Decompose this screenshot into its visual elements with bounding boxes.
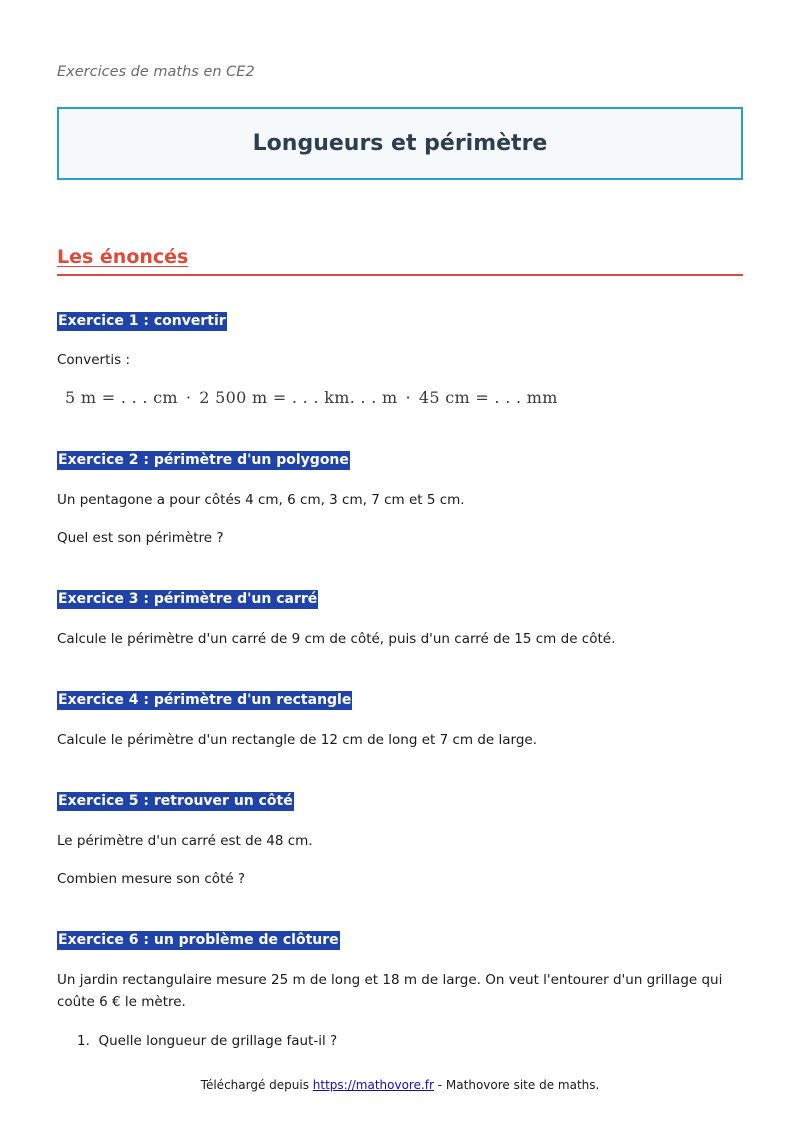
page-footer: [0, 1078, 800, 1092]
exercise-1-text: Convertis :: [57, 352, 131, 368]
conversion-3: 45 cm = . . . mm: [418, 388, 558, 407]
exercise-3-title: Exercice 3 : périmètre d'un carré: [58, 591, 318, 607]
footer-link[interactable]: https://mathovore.fr: [312, 1078, 434, 1092]
footer-prefix: Téléchargé depuis: [200, 1078, 313, 1092]
exercise-1-title: Exercice 1 : convertir: [58, 313, 226, 329]
exercise-6-list-item: [77, 1030, 337, 1052]
exercise-2-question: Quel est son périmètre ?: [57, 530, 224, 546]
conversion-2: 2 500 m = . . . km. . . m: [199, 388, 398, 407]
exercise-4-title: Exercice 4 : périmètre d'un rectangle: [58, 692, 352, 708]
exercise-2-text: Un pentagone a pour côtés 4 cm, 6 cm, 3 cm, 7 cm et 5 cm.: [57, 492, 465, 508]
list-text: Quelle longueur de grillage faut-il ?: [98, 1033, 338, 1049]
document-title: Longueurs et périmètre: [252, 131, 548, 156]
exercise-3-text: Calcule le périmètre d'un carré de 9 cm de côté, puis d'un carré de 15 cm de côté.: [57, 631, 616, 647]
list-number: 1.: [77, 1033, 90, 1049]
exercise-6-text: Un jardin rectangulaire mesure 25 m de long et 18 m de large. On veut l'entourer d'un grillage qui coûte 6 € le mètre.: [57, 972, 723, 1010]
conversion-1: 5 m = . . . cm: [65, 388, 178, 407]
exercise-5-question: Combien mesure son côté ?: [57, 871, 246, 887]
exercise-5-text: Le périmètre d'un carré est de 48 cm.: [57, 833, 313, 849]
footer-suffix: - Mathovore site de maths.: [433, 1078, 600, 1092]
separator-dot: ·: [185, 388, 192, 407]
document-subtitle: Exercices de maths en CE2: [57, 64, 255, 80]
exercise-6-title: Exercice 6 : un problème de clôture: [58, 932, 339, 948]
title-box: [57, 107, 743, 180]
exercise-4-text: Calcule le périmètre d'un rectangle de 12 cm de long et 7 cm de large.: [57, 732, 538, 748]
exercise-1-conversions: [65, 388, 558, 407]
section-divider: [57, 274, 743, 276]
exercise-2-title: Exercice 2 : périmètre d'un polygone: [58, 452, 349, 468]
section-title: Les énoncés: [57, 246, 189, 268]
exercise-5-title: Exercice 5 : retrouver un côté: [58, 793, 293, 809]
separator-dot: ·: [405, 388, 411, 407]
